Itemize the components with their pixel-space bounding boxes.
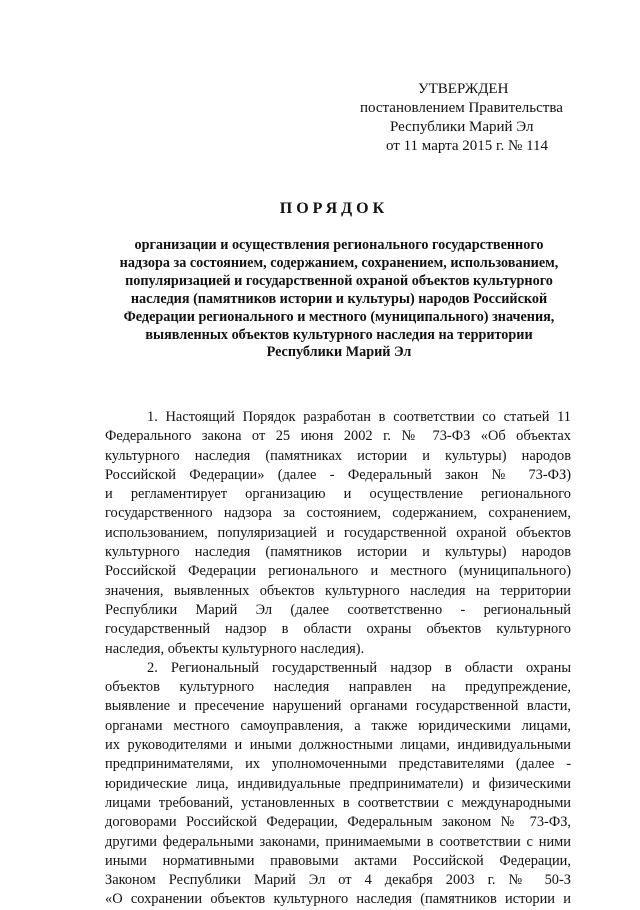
paragraph-line: культурного наследия (памятников истории и культуры) народов	[105, 544, 571, 561]
paragraph-line: наследия, объекты культурного наследия).	[105, 640, 365, 657]
subtitle-line: Федерации регионального и местного (муниципального) значения,	[123, 308, 555, 325]
document-body	[105, 408, 571, 910]
paragraph-line: государственный надзор в области охраны объектов культурного	[105, 621, 571, 638]
paragraph-line: органами местного самоуправления, а также юридическими лицами,	[105, 717, 571, 734]
paragraph-1	[105, 408, 571, 659]
subtitle-line: популяризацией и государственной охраной объектов культурного	[125, 272, 553, 289]
paragraph-line: предпринимателями, их уполномоченными представителями (далее -	[105, 756, 571, 773]
document-subtitle	[105, 237, 573, 362]
paragraph-line: значения, выявленных объектов культурного наследия на территории	[105, 582, 571, 599]
approval-title: УТВЕРЖДЕН	[418, 81, 509, 97]
subtitle-line: наследия (памятников истории и культуры) народов Российской	[130, 290, 548, 307]
paragraph-line: Российской Федерации» (далее - Федеральный закон № 73-ФЗ)	[105, 466, 571, 483]
paragraph-line: Законом Республики Марий Эл от 4 декабря 2003 г. № 50-З	[105, 872, 571, 889]
paragraph-line: 1. Настоящий Порядок разработан в соответствии со статьей 11	[147, 409, 571, 425]
subtitle-line: надзора за состоянием, содержанием, сохранением, использованием,	[119, 254, 559, 271]
approval-stamp	[360, 80, 600, 156]
paragraph-2	[105, 659, 571, 910]
paragraph-line: Республики Марий Эл (далее соответственно - региональный	[105, 601, 571, 618]
approval-line-date: от 11 марта 2015 г. № 114	[386, 138, 549, 154]
paragraph-line: выявление и пресечение нарушений органами государственной власти,	[105, 698, 571, 715]
paragraph-line: Российской Федерации регионального и местного (муниципального)	[105, 563, 571, 580]
paragraph-line: договорами Российской Федерации, Федеральным законом № 73-ФЗ,	[105, 814, 571, 831]
paragraph-line: 2. Региональный государственный надзор в области охраны	[147, 659, 571, 676]
approval-line-resolution: постановлением Правительства	[360, 100, 563, 116]
paragraph-line: культурного наследия (памятниках истории и культуры) народов	[105, 447, 571, 464]
paragraph-line: другими федеральными законами, принимаемыми в соответствии с ними	[105, 833, 571, 850]
paragraph-line: объектов культурного наследия направлен на предупреждение,	[105, 679, 571, 696]
paragraph-line: и регламентирует организацию и осуществление регионального	[105, 486, 571, 503]
subtitle-line: Республики Марий Эл	[266, 344, 412, 361]
paragraph-line: государственного надзора за состоянием, содержанием, сохранением,	[105, 505, 571, 522]
subtitle-line: организации и осуществления регионального государственного	[134, 237, 544, 253]
paragraph-line: «О сохранении объектов культурного наследия (памятников истории и	[105, 891, 571, 908]
paragraph-line: использованием, популяризацией и государственной охраной объектов	[105, 524, 571, 541]
approval-line-republic: Республики Марий Эл	[390, 119, 534, 135]
paragraph-line: юридические лица, индивидуальные предприниматели) и физическими	[105, 775, 571, 792]
paragraph-line: их руководителями и иными должностными лицами, индивидуальными	[105, 737, 571, 754]
subtitle-line: выявленных объектов культурного наследия на территории	[145, 326, 533, 343]
paragraph-line: Федерального закона от 25 июня 2002 г. № 73-ФЗ «Об объектах	[105, 428, 571, 445]
paragraph-line: иными нормативными правовыми актами Российской Федерации,	[105, 852, 571, 869]
document-title: ПОРЯДОК	[279, 200, 389, 217]
paragraph-line: лицами требований, установленных в соответствии с международными	[105, 794, 571, 811]
